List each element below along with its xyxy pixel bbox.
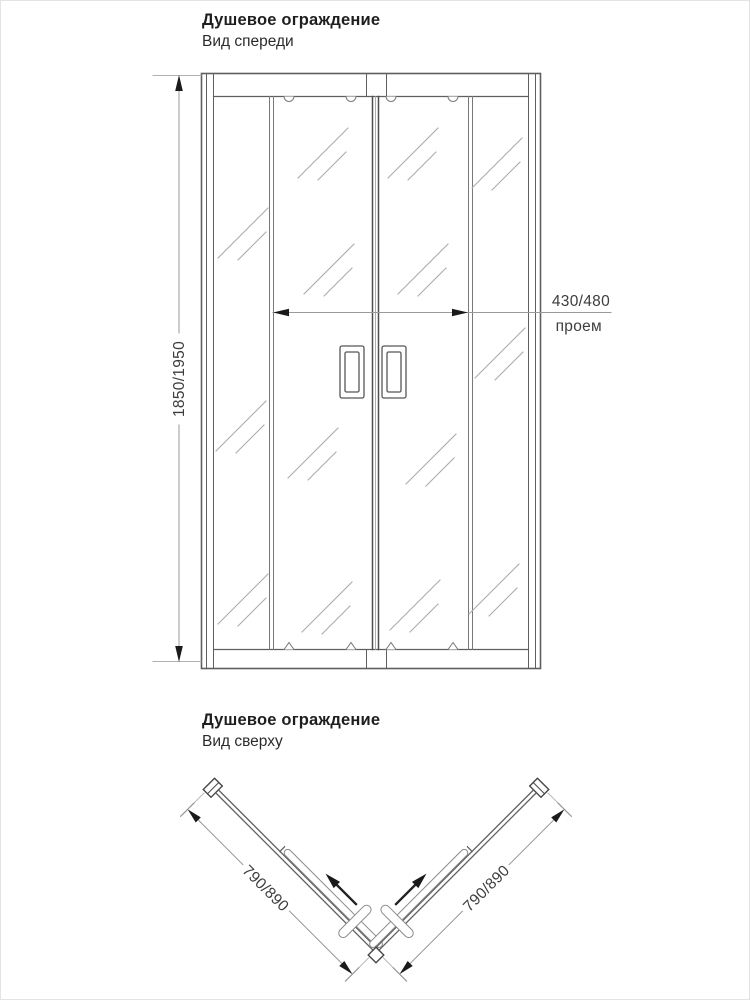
front-view-title: Душевое ограждение xyxy=(202,11,381,29)
left-wall-dimension-label: 790/890 xyxy=(238,862,292,916)
left-panel-divider xyxy=(270,97,274,650)
top-view-left-arm xyxy=(178,765,396,983)
roller-icon xyxy=(284,97,294,102)
right-door-handle xyxy=(382,346,406,398)
enclosure-frame xyxy=(202,74,541,669)
left-sliding-door-top xyxy=(283,848,384,949)
right-panel-divider xyxy=(469,97,473,650)
arrow-right-icon xyxy=(452,309,468,317)
left-door-handle xyxy=(340,346,364,398)
top-center-connector xyxy=(367,74,387,97)
corner-post xyxy=(368,947,384,963)
opening-dimension-caption: проем xyxy=(555,318,602,335)
right-wall-dimension-label: 790/890 xyxy=(460,862,514,916)
roller-icon xyxy=(448,97,458,102)
top-rollers xyxy=(284,97,458,102)
roller-icon xyxy=(346,97,356,102)
height-dimension xyxy=(153,75,201,662)
top-view-subtitle: Вид сверху xyxy=(202,733,283,750)
roller-icon xyxy=(284,643,294,650)
arrow-down-icon xyxy=(175,646,183,662)
right-wall-profile xyxy=(529,74,536,669)
left-wall-profile-top xyxy=(203,778,222,797)
roller-icon xyxy=(346,643,356,650)
center-door-stiles xyxy=(373,97,379,650)
roller-icon xyxy=(386,97,396,102)
opening-dimension-label: 430/480 xyxy=(551,293,610,310)
arrow-up-icon xyxy=(175,75,183,91)
top-view-drawing xyxy=(178,765,573,983)
front-view-drawing xyxy=(153,74,611,669)
left-wall-profile xyxy=(207,74,214,669)
right-wall-profile-top xyxy=(530,778,549,797)
roller-icon xyxy=(448,643,458,650)
bottom-rollers xyxy=(284,643,458,650)
shower-enclosure-drawing xyxy=(1,1,750,1000)
opening-dimension xyxy=(273,293,611,335)
bottom-center-connector xyxy=(367,650,387,669)
top-view-title: Душевое ограждение xyxy=(202,711,381,729)
glass-marks xyxy=(216,128,525,634)
front-view-subtitle: Вид спереди xyxy=(202,33,294,50)
height-dimension-label: 1850/1950 xyxy=(171,341,188,417)
right-sliding-door-top xyxy=(368,848,469,949)
top-view-right-arm xyxy=(355,765,573,983)
arrow-left-icon xyxy=(273,309,289,317)
roller-icon xyxy=(386,643,396,650)
